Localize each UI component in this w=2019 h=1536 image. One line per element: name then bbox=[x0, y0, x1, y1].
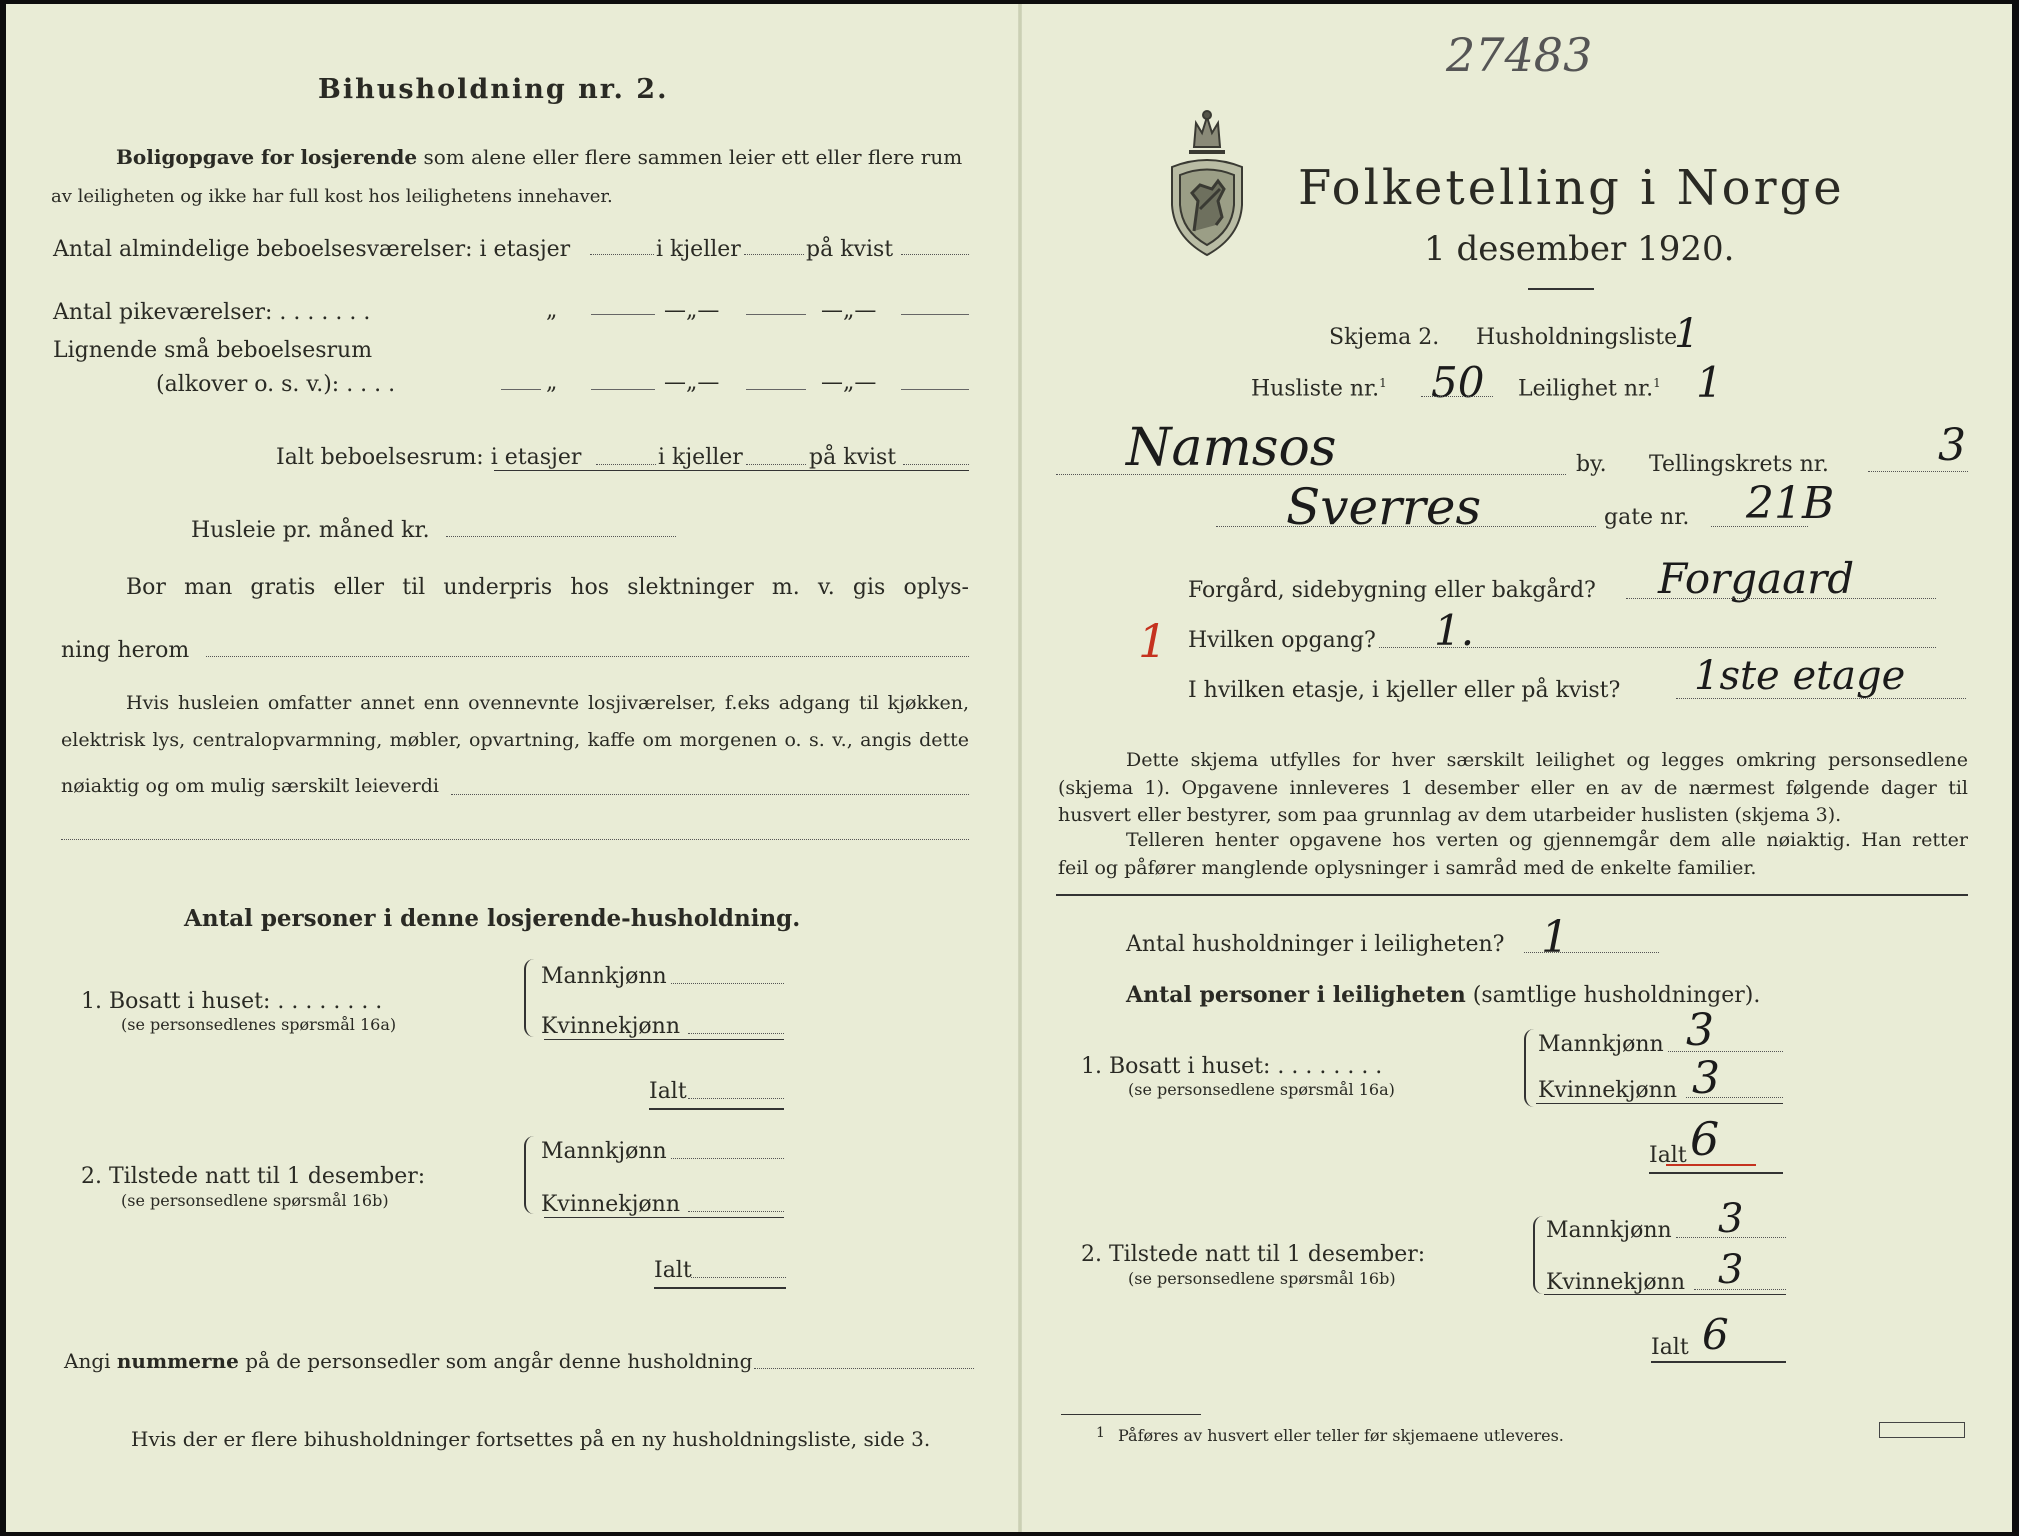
footnote-mark: 1 bbox=[1096, 1425, 1105, 1441]
left-q1-mann-field[interactable] bbox=[671, 983, 784, 984]
ialt-kjeller-label: i kjeller bbox=[658, 445, 743, 470]
husliste-label bbox=[1251, 377, 1387, 400]
opgang-margin-mark: 1 bbox=[1138, 614, 1168, 668]
antal-personer-line bbox=[1126, 984, 1760, 1007]
right-q1-ialt-rule bbox=[1649, 1172, 1783, 1174]
angi-field[interactable] bbox=[754, 1368, 974, 1369]
pike-ditto-1: „ bbox=[546, 298, 558, 323]
angi-pre: Angi bbox=[64, 1349, 111, 1373]
right-q1-label: 1. Bosatt i huset: . . . . . . . . bbox=[1081, 1054, 1383, 1079]
left-q1-note: (se personsedlenes spørsmål 16a) bbox=[121, 1015, 397, 1034]
right-q1-mann-value: 3 bbox=[1686, 1005, 1714, 1056]
left-q2-sum-rule bbox=[544, 1217, 784, 1218]
right-q1-ialt-red-mark bbox=[1666, 1164, 1756, 1166]
street-field[interactable] bbox=[1216, 526, 1596, 527]
lignende-label-2: (alkover o. s. v.): . . . . bbox=[156, 372, 396, 397]
intro-line-1 bbox=[116, 147, 962, 167]
intro-bold: Boligopgave for losjerende bbox=[116, 145, 418, 169]
right-q2-mann-value: 3 bbox=[1718, 1196, 1744, 1242]
instructions-line-4: Telleren henter opgavene hos verten og gjennemgår dem alle nøiaktig. Han retter bbox=[1126, 829, 1968, 851]
husholdningsliste-label: Husholdningsliste bbox=[1476, 325, 1678, 350]
center-fold bbox=[1018, 4, 1022, 1532]
rooms-kvist-label: på kvist bbox=[806, 237, 894, 262]
left-q2-mann-label: Mannkjønn bbox=[541, 1139, 667, 1164]
left-q2-brace bbox=[524, 1136, 536, 1214]
hvis-line-1: Hvis husleien omfatter annet enn ovennevnte losjiværelser, f.eks adgang til kjøkken, bbox=[126, 692, 969, 714]
left-persons-heading: Antal personer i denne losjerende-husholdning. bbox=[184, 905, 801, 932]
leilighet-value: 1 bbox=[1696, 358, 1723, 407]
bor-line-2: ning herom bbox=[61, 638, 190, 663]
left-q1-kvinne-label: Kvinnekjønn bbox=[541, 1014, 680, 1039]
opgang-field[interactable] bbox=[1379, 647, 1936, 648]
right-q2-brace bbox=[1533, 1216, 1545, 1294]
antal-personer-bold: Antal personer i leiligheten bbox=[1126, 982, 1466, 1008]
gate-nr-field[interactable] bbox=[1711, 526, 1808, 527]
left-q1-brace bbox=[524, 959, 536, 1037]
pike-etasjer-field[interactable] bbox=[591, 314, 655, 315]
by-value: Namsos bbox=[1126, 418, 1337, 478]
right-q2-mann-label: Mannkjønn bbox=[1546, 1218, 1672, 1243]
date-underline bbox=[1528, 288, 1594, 290]
antal-husholdninger-value: 1 bbox=[1541, 912, 1569, 963]
antal-husholdninger-field[interactable] bbox=[1524, 952, 1659, 953]
rooms-kvist-field[interactable] bbox=[901, 254, 969, 255]
etasje-question: I hvilken etasje, i kjeller eller på kvist? bbox=[1188, 678, 1621, 703]
ialt-kjeller-field[interactable] bbox=[746, 464, 806, 465]
right-q1-mann-field[interactable] bbox=[1668, 1051, 1783, 1052]
lignende-etasjer-field[interactable] bbox=[591, 389, 655, 390]
left-q1-sum-rule bbox=[544, 1039, 784, 1040]
intro-rest: som alene eller flere sammen leier ett eller flere rum bbox=[423, 145, 963, 169]
hvis-line-2: elektrisk lys, centralopvarmning, møbler, opvartning, kaffe om morgenen o. s. v., angis dette bbox=[61, 729, 969, 751]
footnote-rule bbox=[1061, 1414, 1201, 1415]
left-q1-mann-label: Mannkjønn bbox=[541, 964, 667, 989]
right-q2-kvinne-value: 3 bbox=[1718, 1247, 1744, 1293]
instructions-line-1: Dette skjema utfylles for hver særskilt leilighet og legges omkring personsedlene bbox=[1126, 749, 1968, 771]
right-q2-mann-field[interactable] bbox=[1676, 1237, 1786, 1238]
bor-line-1: Bor man gratis eller til underpris hos slektninger m. v. gis oplys- bbox=[126, 575, 969, 600]
right-divider bbox=[1056, 894, 1968, 896]
right-q1-ialt-label: Ialt bbox=[1649, 1143, 1687, 1168]
census-form-sheet bbox=[6, 4, 2012, 1532]
left-q2-ialt-label: Ialt bbox=[654, 1258, 692, 1283]
right-q2-ialt-label: Ialt bbox=[1651, 1335, 1689, 1360]
left-q1-ialt-label: Ialt bbox=[649, 1079, 687, 1104]
husholdningsliste-value: 1 bbox=[1674, 311, 1700, 357]
leilighet-footnote-mark: 1 bbox=[1653, 376, 1661, 390]
left-title: Bihusholdning nr. 2. bbox=[318, 74, 669, 105]
right-q1-sum-rule bbox=[1536, 1103, 1783, 1104]
leilighet-text: Leilighet nr. bbox=[1518, 376, 1654, 402]
angi-post: på de personsedler som angår denne husholdning bbox=[245, 1349, 753, 1373]
instructions-line-5: feil og påfører manglende oplysninger i samråd med de enkelte familier. bbox=[1058, 857, 1757, 879]
lignende-line-a bbox=[501, 389, 541, 390]
left-q1-ialt-field[interactable] bbox=[688, 1098, 784, 1099]
left-q2-label: 2. Tilstede natt til 1 desember: bbox=[81, 1164, 426, 1189]
opgang-value: 1. bbox=[1434, 606, 1475, 655]
instructions-line-2: (skjema 1). Opgavene innleveres 1 desember eller en av de nærmest følgende dager til bbox=[1058, 777, 1968, 799]
hvis-line-3: nøiaktig og om mulig særskilt leieverdi bbox=[61, 775, 439, 797]
ialt-kvist-label: på kvist bbox=[809, 445, 897, 470]
antal-personer-rest: (samtlige husholdninger). bbox=[1472, 983, 1761, 1008]
opgang-question: Hvilken opgang? bbox=[1188, 628, 1376, 653]
tellingskrets-label: Tellingskrets nr. bbox=[1649, 452, 1829, 477]
right-title: Folketelling i Norge bbox=[1298, 160, 1845, 216]
lignende-label-1: Lignende små beboelsesrum bbox=[53, 338, 373, 363]
forgard-field[interactable] bbox=[1626, 598, 1936, 599]
right-date: 1 desember 1920. bbox=[1424, 229, 1735, 269]
right-q1-mann-label: Mannkjønn bbox=[1538, 1032, 1664, 1057]
rooms-label: Antal almindelige beboelsesværelser: i etasjer bbox=[53, 237, 571, 262]
leilighet-label bbox=[1518, 377, 1661, 400]
husliste-footnote-mark: 1 bbox=[1379, 376, 1387, 390]
street-value: Sverres bbox=[1286, 478, 1482, 536]
left-footer: Hvis der er flere bihusholdninger fortsettes på en ny husholdningsliste, side 3. bbox=[131, 1427, 931, 1451]
left-q2-ialt-rule bbox=[654, 1287, 786, 1289]
lignende-ditto-2: —„— bbox=[664, 370, 720, 395]
pike-ditto-3: —„— bbox=[821, 298, 877, 323]
left-q2-mann-field[interactable] bbox=[671, 1158, 784, 1159]
left-q2-kvinne-field[interactable] bbox=[688, 1211, 784, 1212]
husliste-value: 50 bbox=[1431, 358, 1485, 407]
husliste-field[interactable] bbox=[1421, 396, 1493, 397]
pike-ditto-2: —„— bbox=[664, 298, 720, 323]
footnote-text: Påføres av husvert eller teller før skjemaene utleveres. bbox=[1118, 1426, 1564, 1445]
tellingskrets-value: 3 bbox=[1938, 420, 1966, 471]
right-q1-note: (se personsedlene spørsmål 16a) bbox=[1128, 1080, 1395, 1099]
lignende-ditto-3: —„— bbox=[821, 370, 877, 395]
husliste-text: Husliste nr. bbox=[1251, 376, 1380, 402]
intro-line-2: av leiligheten og ikke har full kost hos leilighetens innehaver. bbox=[51, 186, 613, 207]
angi-bold: nummerne bbox=[116, 1349, 239, 1373]
leieverdi-field-2[interactable] bbox=[61, 839, 969, 840]
right-q1-ialt-value: 6 bbox=[1690, 1112, 1720, 1166]
right-q1-kvinne-value: 3 bbox=[1692, 1053, 1720, 1104]
right-q1-kvinne-field[interactable] bbox=[1686, 1097, 1783, 1098]
left-q2-kvinne-label: Kvinnekjønn bbox=[541, 1192, 680, 1217]
ialt-rooms-label: Ialt beboelsesrum: i etasjer bbox=[276, 445, 582, 470]
etasje-field[interactable] bbox=[1676, 698, 1966, 699]
rooms-kjeller-field[interactable] bbox=[744, 254, 804, 255]
gate-nr-label: gate nr. bbox=[1604, 505, 1690, 530]
by-label: by. bbox=[1576, 452, 1607, 477]
skjema-label: Skjema 2. bbox=[1329, 325, 1440, 350]
right-q2-ialt-rule bbox=[1651, 1361, 1786, 1363]
ialt-etasjer-field[interactable] bbox=[596, 464, 656, 465]
right-q2-kvinne-field[interactable] bbox=[1694, 1289, 1786, 1290]
left-q1-ialt-rule bbox=[649, 1108, 784, 1110]
leieverdi-field[interactable] bbox=[451, 794, 969, 795]
left-q1-kvinne-field[interactable] bbox=[688, 1033, 784, 1034]
pike-label: Antal pikeværelser: . . . . . . . bbox=[53, 300, 371, 325]
ialt-underline bbox=[494, 470, 969, 471]
right-q2-note: (se personsedlene spørsmål 16b) bbox=[1128, 1269, 1396, 1288]
lignende-kvist-field[interactable] bbox=[901, 389, 969, 390]
angi-line bbox=[64, 1351, 752, 1371]
antal-husholdninger-label: Antal husholdninger i leiligheten? bbox=[1126, 932, 1505, 957]
left-q1-label: 1. Bosatt i huset: . . . . . . . . bbox=[81, 989, 383, 1014]
rooms-kjeller-label: i kjeller bbox=[656, 237, 741, 262]
right-q1-brace bbox=[1524, 1029, 1536, 1107]
left-q2-note: (se personsedlene spørsmål 16b) bbox=[121, 1191, 389, 1210]
husleie-field[interactable] bbox=[446, 536, 676, 537]
right-q2-label: 2. Tilstede natt til 1 desember: bbox=[1081, 1242, 1426, 1267]
lignende-ditto-1: „ bbox=[546, 370, 558, 395]
forgard-value: Forgaard bbox=[1658, 554, 1855, 603]
husleie-label: Husleie pr. måned kr. bbox=[191, 518, 430, 543]
archive-number: 27483 bbox=[1446, 28, 1593, 82]
left-q2-ialt-field[interactable] bbox=[691, 1277, 786, 1278]
pike-kjeller-field[interactable] bbox=[746, 314, 806, 315]
printer-stamp bbox=[1879, 1422, 1965, 1438]
ialt-kvist-field[interactable] bbox=[903, 464, 969, 465]
gate-nr-value: 21B bbox=[1746, 478, 1835, 529]
tellingskrets-field[interactable] bbox=[1868, 471, 1968, 472]
etasje-value: 1ste etage bbox=[1694, 653, 1906, 699]
rooms-etasjer-field[interactable] bbox=[590, 254, 654, 255]
right-q1-kvinne-label: Kvinnekjønn bbox=[1538, 1078, 1677, 1103]
right-q2-kvinne-label: Kvinnekjønn bbox=[1546, 1270, 1685, 1295]
forgard-question: Forgård, sidebygning eller bakgård? bbox=[1188, 578, 1596, 603]
instructions-line-3: husvert eller bestyrer, som paa grunnlag av dem utarbeider huslisten (skjema 3). bbox=[1058, 804, 1842, 826]
bor-field[interactable] bbox=[206, 656, 969, 657]
coat-of-arms-icon bbox=[1166, 109, 1248, 259]
right-q2-ialt-value: 6 bbox=[1702, 1310, 1729, 1359]
right-q2-sum-rule bbox=[1544, 1294, 1786, 1295]
by-field[interactable] bbox=[1056, 474, 1566, 475]
pike-kvist-field[interactable] bbox=[901, 314, 969, 315]
lignende-kjeller-field[interactable] bbox=[746, 389, 806, 390]
